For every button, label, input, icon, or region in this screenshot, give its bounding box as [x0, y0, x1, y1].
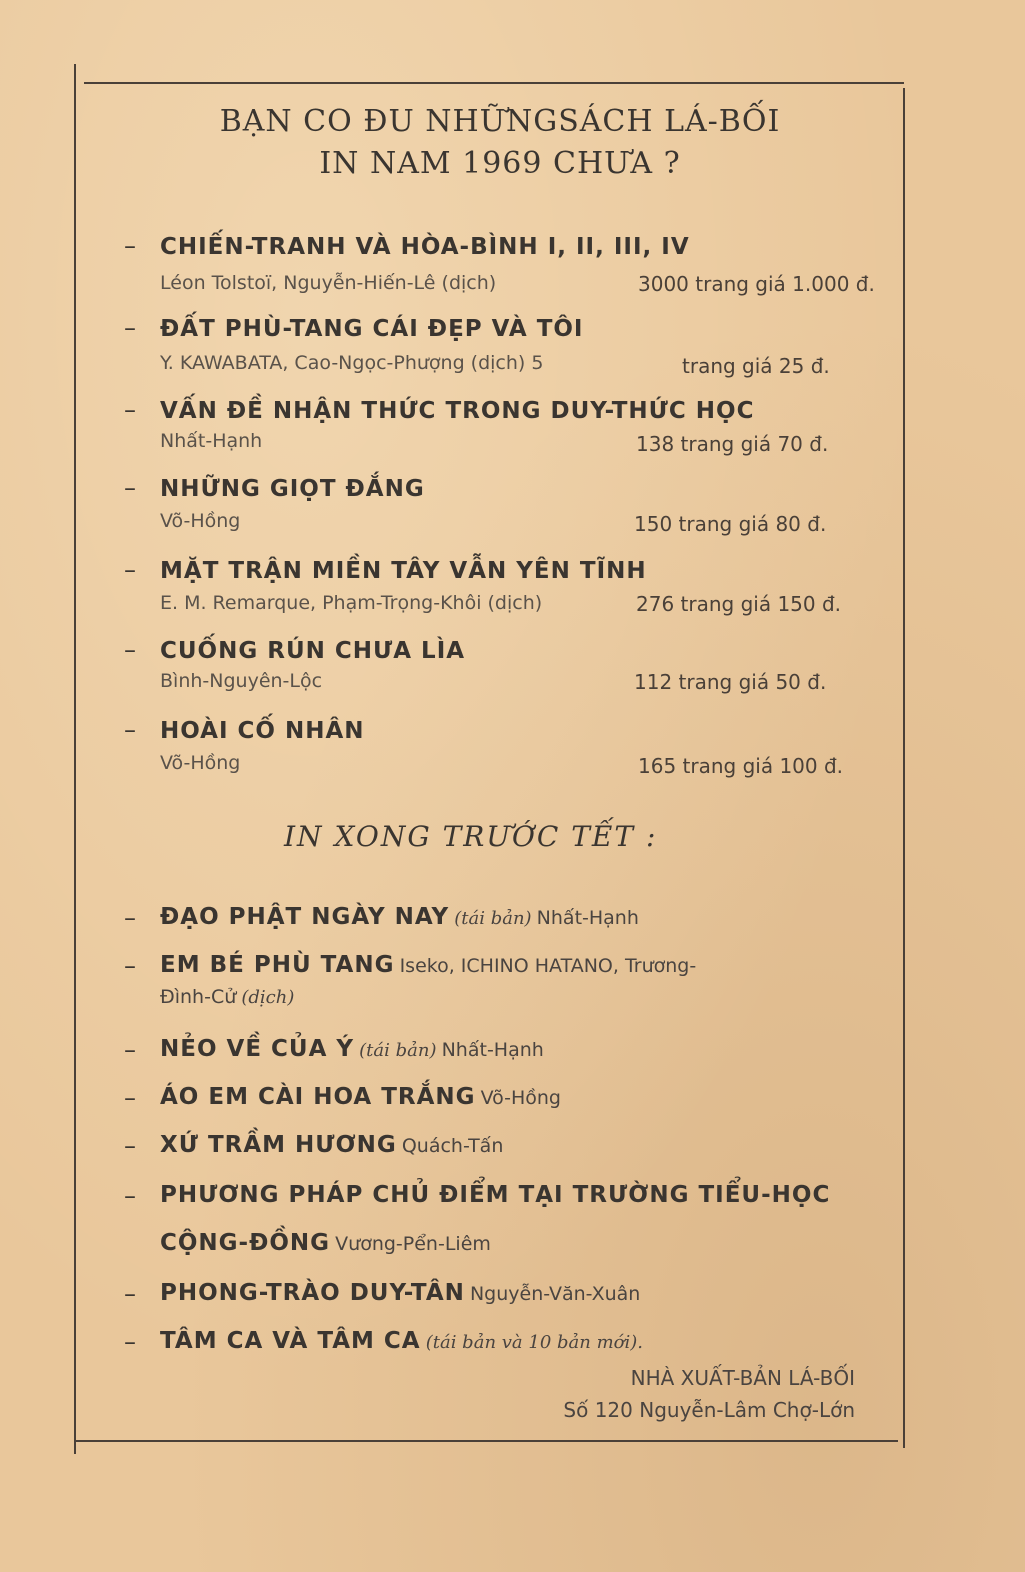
upcoming-author-cont: Đình-Cử	[160, 986, 237, 1008]
upcoming-note: (tái bản)	[454, 908, 532, 929]
upcoming-item	[160, 1182, 830, 1208]
frame-left-rule	[74, 64, 76, 1454]
book-title: NHỮNG GIỌT ĐẮNG	[160, 476, 425, 502]
upcoming-note: (tái bản)	[359, 1040, 437, 1061]
list-bullet: –	[124, 232, 136, 260]
book-author: Võ-Hồng	[160, 510, 241, 532]
upcoming-item-cont	[160, 1230, 491, 1256]
list-bullet: –	[124, 396, 136, 424]
upcoming-author: Nhất-Hạnh	[536, 907, 639, 929]
upcoming-title: NẺO VỀ CỦA Ý	[160, 1036, 355, 1062]
list-bullet: –	[124, 314, 136, 342]
upcoming-note: (tái bản và 10 bản mới).	[425, 1332, 643, 1353]
list-bullet: –	[124, 1084, 136, 1112]
book-author: Y. KAWABATA, Cao-Ngọc-Phượng (dịch) 5	[160, 352, 544, 374]
upcoming-item	[160, 1328, 643, 1354]
upcoming-author: Quách-Tấn	[401, 1135, 504, 1157]
upcoming-item-cont	[160, 986, 294, 1008]
header-line-1: BẠN CO ĐU NHỮNGSÁCH LÁ-BỐI	[219, 104, 781, 139]
list-bullet: –	[124, 904, 136, 932]
book-title: MẶT TRẬN MIỀN TÂY VẪN YÊN TĨNH	[160, 558, 647, 584]
upcoming-title: TÂM CA VÀ TÂM CA	[160, 1328, 421, 1354]
book-author: Léon Tolstoï, Nguyễn-Hiến-Lê (dịch)	[160, 272, 497, 294]
upcoming-author: Vương-Pển-Liêm	[335, 1233, 491, 1255]
book-author: E. M. Remarque, Phạm-Trọng-Khôi (dịch)	[160, 592, 543, 614]
book-author: Nhất-Hạnh	[160, 430, 263, 452]
upcoming-item	[160, 1132, 503, 1158]
upcoming-item	[160, 1280, 640, 1306]
list-bullet: –	[124, 952, 136, 980]
upcoming-item	[160, 1036, 544, 1062]
book-price: 112 trang giá 50 đ.	[634, 670, 827, 694]
publisher-name: NHÀ XUẤT-BẢN LÁ-BỐI	[630, 1366, 855, 1390]
book-author: Bình-Nguyên-Lộc	[160, 670, 323, 692]
book-title: CUỐNG RÚN CHƯA LÌA	[160, 638, 466, 664]
frame-bottom-rule	[76, 1440, 898, 1442]
upcoming-title: ÁO EM CÀI HOA TRẮNG	[160, 1084, 476, 1110]
book-author: Võ-Hồng	[160, 752, 241, 774]
frame-right-rule	[903, 88, 905, 1448]
header-line-2: IN NAM 1969 CHƯA ?	[319, 146, 681, 181]
list-bullet: –	[124, 556, 136, 584]
book-price: 3000 trang giá 1.000 đ.	[638, 272, 875, 296]
list-bullet: –	[124, 1328, 136, 1356]
upcoming-author: Võ-Hồng	[480, 1087, 561, 1109]
list-bullet: –	[124, 1182, 136, 1210]
upcoming-note: (dịch)	[241, 987, 295, 1008]
book-price: 276 trang giá 150 đ.	[636, 592, 842, 616]
list-bullet: –	[124, 474, 136, 502]
book-title: VẤN ĐỀ NHẬN THỨC TRONG DUY-THỨC HỌC	[160, 398, 755, 424]
upcoming-title-cont: CỘNG-ĐỒNG	[160, 1230, 331, 1256]
list-bullet: –	[124, 636, 136, 664]
list-bullet: –	[124, 1036, 136, 1064]
book-price: trang giá 25 đ.	[682, 354, 830, 378]
upcoming-title: EM BÉ PHÙ TANG	[160, 952, 395, 978]
upcoming-title: PHƯƠNG PHÁP CHỦ ĐIỂM TẠI TRƯỜNG TIỂU-HỌC	[160, 1182, 831, 1208]
upcoming-author: Nguyễn-Văn-Xuân	[469, 1283, 641, 1305]
book-title: CHIẾN-TRANH VÀ HÒA-BÌNH I, II, III, IV	[160, 234, 690, 260]
list-bullet: –	[124, 716, 136, 744]
frame-top-rule	[84, 82, 904, 84]
book-title: HOÀI CỐ NHÂN	[160, 718, 365, 744]
list-bullet: –	[124, 1132, 136, 1160]
upcoming-item	[160, 952, 696, 978]
upcoming-title: ĐẠO PHẬT NGÀY NAY	[160, 904, 450, 930]
book-price: 138 trang giá 70 đ.	[636, 432, 829, 456]
publisher-address: Số 120 Nguyễn-Lâm Chợ-Lớn	[563, 1398, 855, 1422]
upcoming-title: XỨ TRẦM HƯƠNG	[160, 1132, 397, 1158]
upcoming-author: Iseko, ICHINO HATANO, Trương-	[399, 955, 697, 977]
upcoming-title: PHONG-TRÀO DUY-TÂN	[160, 1280, 465, 1306]
book-title: ĐẤT PHÙ-TANG CÁI ĐẸP VÀ TÔI	[160, 316, 584, 342]
book-price: 165 trang giá 100 đ.	[638, 754, 844, 778]
book-price: 150 trang giá 80 đ.	[634, 512, 827, 536]
upcoming-item	[160, 1084, 561, 1110]
upcoming-author: Nhất-Hạnh	[441, 1039, 544, 1061]
section-heading: IN XONG TRƯỚC TẾT :	[284, 820, 658, 853]
upcoming-item	[160, 904, 639, 930]
list-bullet: –	[124, 1280, 136, 1308]
